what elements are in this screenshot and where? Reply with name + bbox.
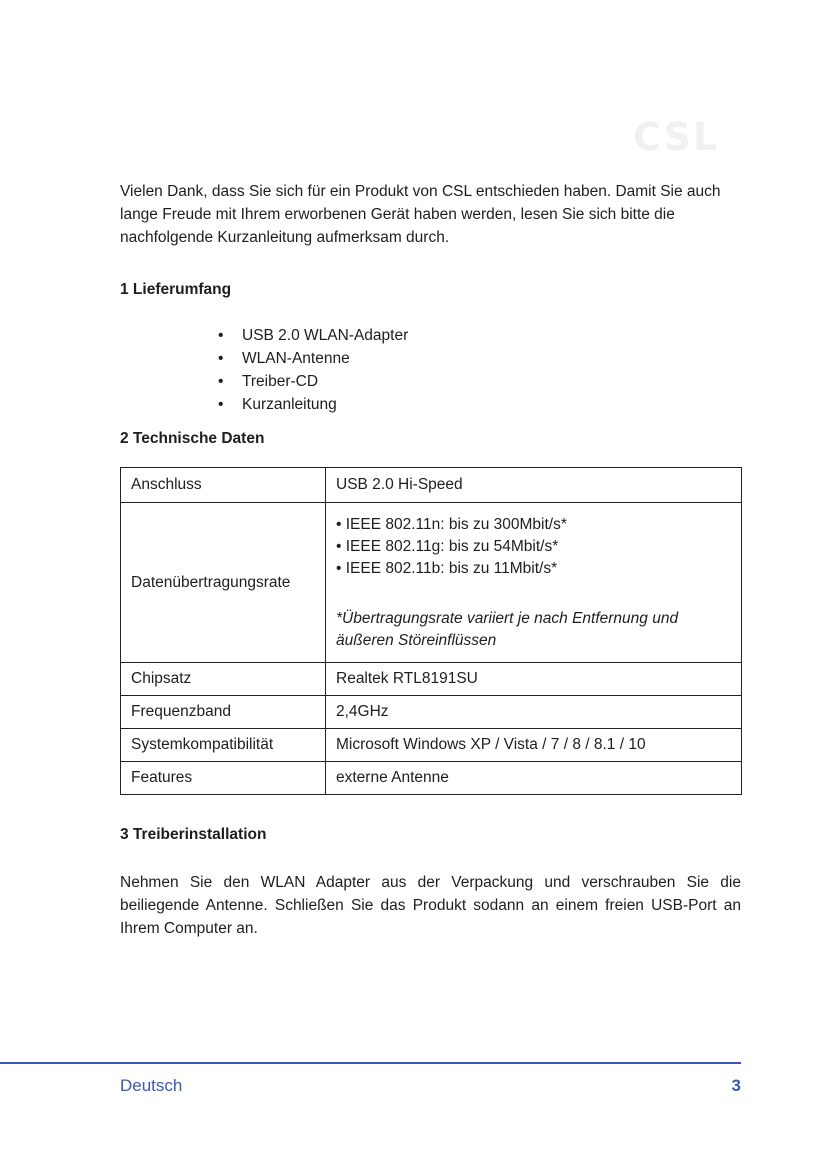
list-item: • USB 2.0 WLAN-Adapter [218,324,408,347]
csl-logo [633,112,737,162]
spec-key: Anschluss [121,468,326,503]
spec-value: externe Antenne [326,762,742,795]
section-title-lieferumfang: 1 Lieferumfang [120,281,232,298]
spec-key: Systemkompatibilität [121,729,326,762]
list-item: • WLAN-Antenne [218,347,408,370]
spec-value [326,503,742,663]
rate-footnote: *Übertragungsrate variiert je nach Entfernung und äußeren Störeinflüssen [336,609,679,649]
spec-value: Realtek RTL8191SU [326,663,742,696]
table-row [121,762,742,795]
logo-text: CSL [633,115,720,159]
table-row [121,468,742,503]
table-row [121,729,742,762]
footer-language: Deutsch [120,1076,183,1095]
spec-key: Chipsatz [121,663,326,696]
section-title-treiberinstallation: 3 Treiberinstallation [120,826,267,843]
spec-table [120,467,742,795]
spec-key: Datenübertragungsrate [121,503,326,663]
table-row [121,663,742,696]
spec-key: Frequenzband [121,696,326,729]
table-row [121,503,742,663]
list-item: • IEEE 802.11b: bis zu 11Mbit/s* [336,558,731,580]
rate-list [336,514,731,580]
table-row [121,696,742,729]
section-title-technische-daten: 2 Technische Daten [120,430,265,447]
delivery-list [218,324,408,416]
list-item: • Treiber-CD [218,370,408,393]
list-item: • Kurzanleitung [218,393,408,416]
intro-paragraph: Vielen Dank, dass Sie sich für ein Produkt von CSL entschieden haben. Damit Sie auch lange Freude mit Ihrem erworbenen Gerät haben werden, lesen Sie sich bitte die nachfolgende Kurzanleitung aufmerksam durch. [120,183,721,246]
install-paragraph: Nehmen Sie den WLAN Adapter aus der Verpackung und verschrauben Sie die beiliegende Antenne. Schließen Sie das Produkt sodann an einem freien USB-Port an Ihrem Computer an. [120,874,741,937]
spec-value: USB 2.0 Hi-Speed [326,468,742,503]
page-number: 3 [731,1076,741,1095]
spec-value: Microsoft Windows XP / Vista / 7 / 8 / 8.1 / 10 [326,729,742,762]
list-item: • IEEE 802.11g: bis zu 54Mbit/s* [336,536,731,558]
spec-key: Features [121,762,326,795]
footer-divider [0,1062,741,1064]
list-item: • IEEE 802.11n: bis zu 300Mbit/s* [336,514,731,536]
spec-value: 2,4GHz [326,696,742,729]
